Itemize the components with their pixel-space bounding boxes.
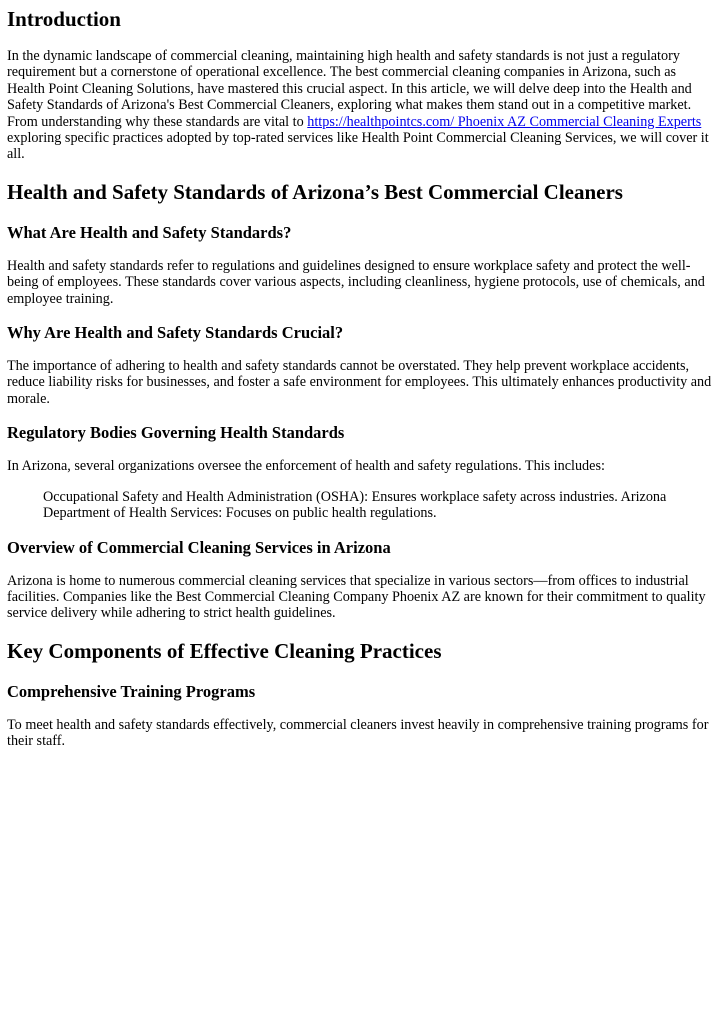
why-crucial-heading: Why Are Health and Safety Standards Crucial? — [7, 323, 344, 343]
training-programs-text: To meet health and safety standards effectively, commercial cleaners invest heavily in comprehensive training programs for their staff. — [7, 716, 709, 750]
regulatory-bodies-heading: Regulatory Bodies Governing Health Standards — [7, 423, 345, 443]
intro-text-before-link: In the dynamic landscape of commercial cleaning, maintaining high health and safety standards is not just a regulatory requirement but a cornerstone of operational excellence. The best commercial cleaning companies in Arizona, such as Health Point Cleaning Solutions, have mastered this crucial aspect. In this article, we will delve deep into the Health and Safety Standards of Arizona's Best Commercial Cleaners, exploring what makes them stand out in a competitive market. From understanding why these standards are vital to — [7, 48, 692, 130]
what-are-standards-heading: What Are Health and Safety Standards? — [7, 222, 292, 242]
health-safety-standards-heading: Health and Safety Standards of Arizona’s Best Commercial Cleaners — [7, 179, 623, 204]
overview-heading: Overview of Commercial Cleaning Services in Arizona — [7, 537, 391, 557]
intro-heading: Introduction — [7, 7, 121, 31]
what-are-standards-text: Health and safety standards refer to regulations and guidelines designed to ensure workplace safety and protect the well-being of employees. These standards cover various aspects, including cleanliness, hygiene protocols, use of chemicals, and employee training. — [7, 257, 705, 307]
key-components-heading: Key Components of Effective Cleaning Practices — [7, 638, 442, 663]
regulatory-bodies-list: Occupational Safety and Health Administration (OSHA): Ensures workplace safety across industries. Arizona Department of Health Services: Focuses on public health regulations. — [43, 488, 667, 522]
intro-paragraph — [7, 48, 713, 163]
intro-text-after-link: exploring specific practices adopted by top-rated services like Health Point Commercial Cleaning Services, we will cover it all. — [7, 130, 709, 163]
healthpoint-link[interactable]: https://healthpointcs.com/ Phoenix AZ Commercial Cleaning Experts — [307, 113, 702, 130]
regulatory-bodies-text: In Arizona, several organizations oversee the enforcement of health and safety regulations. This includes: — [7, 458, 605, 475]
overview-text: Arizona is home to numerous commercial cleaning services that specialize in various sectors—from offices to industrial facilities. Companies like the Best Commercial Cleaning Company Phoenix AZ are known for their commitment to quality service delivery while adhering to strict health guidelines. — [7, 572, 706, 622]
why-crucial-text: The importance of adhering to health and safety standards cannot be overstated. They help prevent workplace accidents, reduce liability risks for businesses, and foster a safe environment for employees. This ultimately enhances productivity and morale. — [7, 358, 712, 407]
training-programs-heading: Comprehensive Training Programs — [7, 681, 256, 701]
